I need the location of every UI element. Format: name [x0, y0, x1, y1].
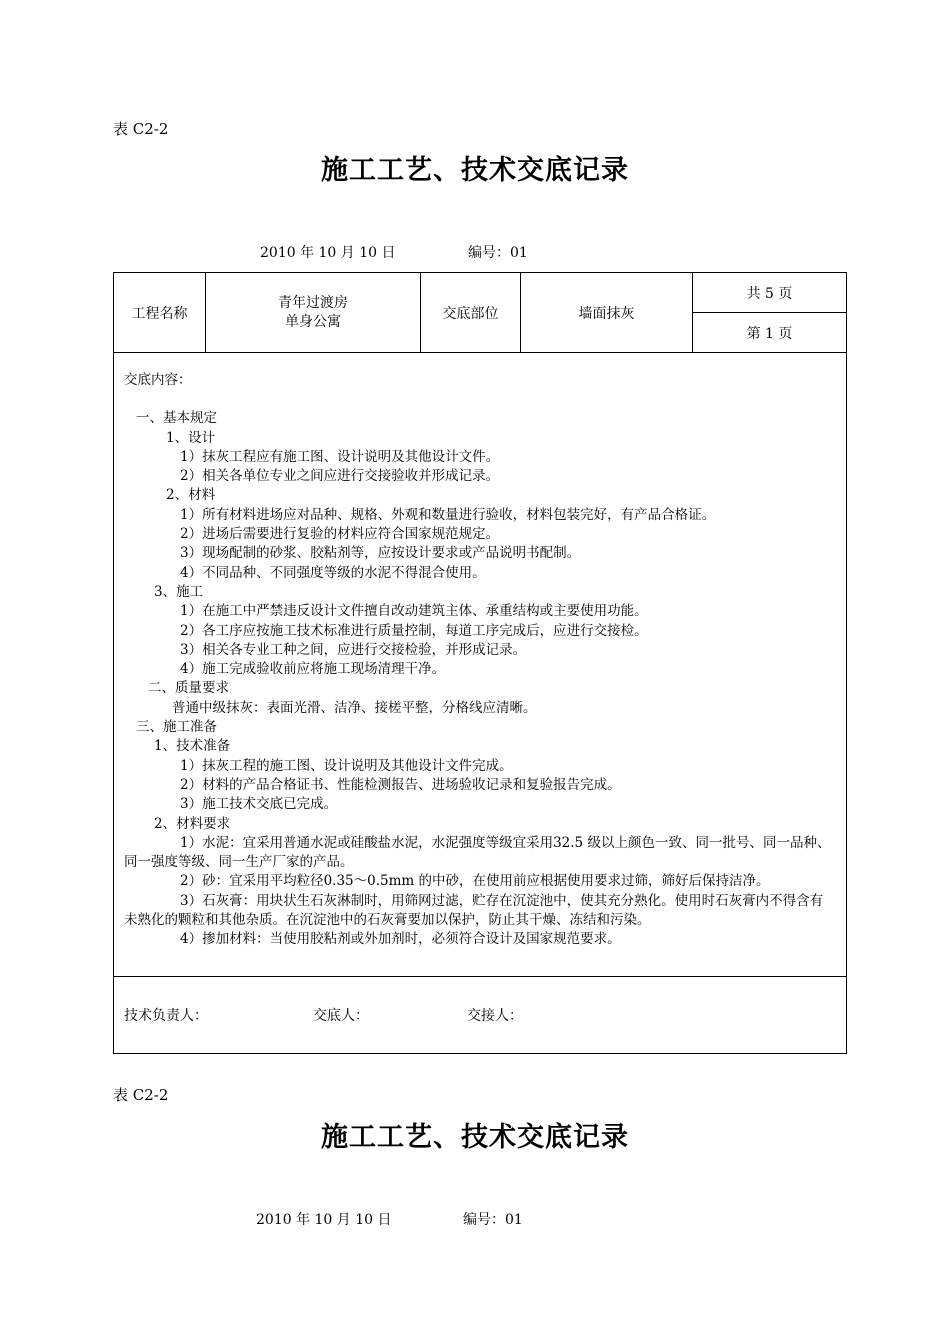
content-line: 普通中级抹灰：表面光滑、洁净、接槎平整，分格线应清晰。	[172, 699, 537, 716]
subsection-heading: 2、材料	[166, 487, 216, 504]
project-name-label: 工程名称	[114, 273, 206, 353]
content-paragraph: 4）掺加材料：当使用胶粘剂或外加剂时，必须符合设计及国家规范要求。	[180, 931, 621, 948]
content-line: 2）进场后需要进行复验的材料应符合国家规范规定。	[180, 526, 500, 543]
content-line: 4）施工完成验收前应将施工现场清理干净。	[180, 661, 446, 678]
page-number: 第 1 页	[693, 313, 847, 353]
form-number: 表 C2-2	[113, 120, 169, 138]
page-title: 施工工艺、技术交底记录	[321, 155, 629, 186]
page2-record-number-value: 01	[505, 1212, 523, 1228]
content-line: 2）材料的产品合格证书、性能检测报告、进场验收记录和复验报告完成。	[180, 776, 621, 793]
page2-record-number-label: 编号：	[463, 1212, 505, 1228]
content-line: 3）相关各专业工种之间，应进行交接检验，并形成记录。	[180, 641, 527, 658]
location-label: 交底部位	[421, 273, 521, 353]
content-line: 1）抹灰工程的施工图、设计说明及其他设计文件完成。	[180, 757, 513, 774]
receiver-label: 交接人：	[467, 1008, 523, 1024]
presenter-label: 交底人：	[313, 1008, 369, 1024]
content-line: 1）所有材料进场应对品种、规格、外观和数量进行验收，材料包装完好，有产品合格证。	[180, 506, 716, 523]
page2-record-date: 2010 年 10 月 10 日	[256, 1212, 392, 1228]
content-line: 3）施工技术交底已完成。	[180, 796, 338, 813]
content-cell	[114, 353, 847, 977]
subsection-heading: 2、材料要求	[154, 815, 231, 832]
tech-lead-label: 技术负责人：	[124, 1008, 208, 1024]
content-line: 2）相关各单位专业之间应进行交接验收并形成记录。	[180, 468, 500, 485]
total-pages: 共 5 页	[693, 273, 847, 313]
page2-title: 施工工艺、技术交底记录	[321, 1122, 629, 1153]
content-line: 2）各工序应按施工技术标准进行质量控制，每道工序完成后，应进行交接检。	[180, 622, 648, 639]
record-number-label: 编号：	[468, 245, 510, 261]
subsection-heading: 3、施工	[154, 583, 204, 600]
content-paragraph: 1）水泥：宜采用普通水泥或硅酸盐水泥，水泥强度等级宜采用32.5 级以上颜色一致、同一批号、同一品种、同一强度等级、同一生产厂家的产品。	[124, 834, 831, 871]
signature-row	[114, 977, 847, 1054]
project-name-value	[206, 273, 421, 353]
subsection-heading: 1、技术准备	[154, 738, 231, 755]
content-heading: 交底内容：	[124, 372, 192, 388]
record-number-value: 01	[510, 245, 528, 261]
content-line: 1）在施工中严禁违反设计文件擅自改动建筑主体、承重结构或主要使用功能。	[180, 603, 648, 620]
content-line: 1）抹灰工程应有施工图、设计说明及其他设计文件。	[180, 448, 500, 465]
location-value: 墙面抹灰	[521, 273, 693, 353]
content-paragraph: 3）石灰膏：用块状生石灰淋制时，用筛网过滤，贮存在沉淀池中，使其充分熟化。使用时石灰膏内不得含有未熟化的颗粒和其他杂质。在沉淀池中的石灰膏要加以保护，防止其干燥、冻结和污染。	[124, 892, 824, 929]
record-table	[113, 272, 847, 1054]
section-heading: 一、基本规定	[136, 410, 217, 427]
project-name-line1: 青年过渡房	[278, 294, 348, 311]
content-paragraph: 2）砂：宜采用平均粒径0.35～0.5mm 的中砂，在使用前应根据使用要求过筛，筛好后保持洁净。	[180, 873, 770, 890]
content-line: 3）现场配制的砂浆、胶粘剂等，应按设计要求或产品说明书配制。	[180, 545, 581, 562]
record-number	[468, 242, 528, 262]
subsection-heading: 1、设计	[166, 429, 216, 446]
section-heading: 二、质量要求	[148, 680, 229, 697]
page2-form-number: 表 C2-2	[113, 1086, 169, 1104]
record-date: 2010 年 10 月 10 日	[260, 245, 396, 261]
section-heading: 三、施工准备	[136, 719, 217, 736]
content-line: 4）不同品种、不同强度等级的水泥不得混合使用。	[180, 564, 486, 581]
page2-record-number	[463, 1209, 523, 1229]
project-name-line2: 单身公寓	[285, 313, 341, 330]
